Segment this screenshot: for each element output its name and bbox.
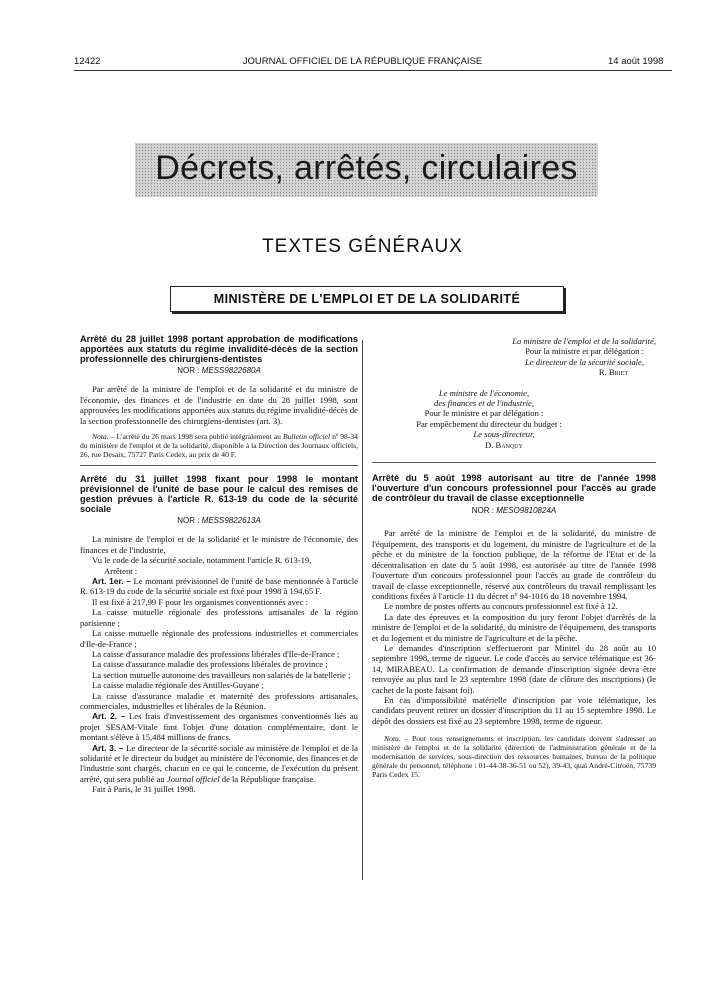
sig1-line3: Le directeur de la sécurité sociale, bbox=[524, 356, 644, 367]
list-item: La section mutuelle autonome des travailleurs non salariés de la batellerie ; bbox=[92, 669, 351, 680]
ministry-title: MINISTÈRE DE L'EMPLOI ET DE LA SOLIDARITÉ bbox=[213, 292, 521, 306]
header-rule bbox=[74, 70, 672, 71]
art3 bbox=[80, 743, 358, 785]
nor-label: NOR : bbox=[177, 366, 200, 375]
right-column bbox=[372, 336, 656, 779]
fixed-line: Il est fixé à 217,99 F pour les organismes conventionnés avec : bbox=[92, 596, 309, 607]
article3-p4: Le demandes d'inscription s'effectueront par Minitel du 28 août au 10 septembre 1998, terme de rigueur. Le code d'accès au service télématique est 36-14, MIRABEAU. La confirmation de demande d'inscription signée devra être renvoyée au plus tard le 23 septembre 1998 (date de clôture des inscriptions) (le cachet de la poste faisant foi). bbox=[372, 642, 656, 695]
nor-code: MESS9822613A bbox=[201, 516, 261, 526]
list-item: La caisse maladie régionale des Antilles-Guyane ; bbox=[92, 680, 264, 691]
list-item: La caisse d'assurance maladie et maternité des professions artisanales, commerciales, industrielles et libérales de la Réunion. bbox=[80, 690, 358, 711]
note-pre: L'arrêté du 26 mars 1998 sera publié intégralement au bbox=[116, 432, 281, 442]
ministry-box bbox=[170, 286, 564, 312]
note-label: Nota. – bbox=[384, 734, 409, 744]
article3-p5: En cas d'impossibilité matérielle d'inscription par voie télématique, les candidats peuvent retirer un dossier d'inscription du 11 au 15 septembre 1998. Le dépôt des dossiers est fixé au 23 septembre 1998, terme de rigueur. bbox=[372, 694, 656, 726]
sig2-line1: Le ministre de l'économie, bbox=[438, 387, 530, 398]
art2-label: Art. 2. – bbox=[92, 711, 126, 722]
article-separator bbox=[80, 465, 358, 466]
art1 bbox=[80, 576, 358, 597]
article3-note bbox=[372, 734, 656, 779]
sig2-line5: Le sous-directeur, bbox=[473, 429, 535, 440]
article3-nor bbox=[372, 506, 656, 516]
article2-title: Arrêté du 31 juillet 1998 fixant pour 1998 le montant prévisionnel de l'unité de base pour le calcul des remises de gestion prévues à l'article R. 613-19 du code de la sécurité sociale bbox=[80, 474, 358, 515]
note-bulletin: Bulletin officiel bbox=[282, 432, 331, 442]
art2 bbox=[80, 711, 358, 742]
article-separator bbox=[372, 462, 656, 463]
list-item: La caisse mutuelle régionale des professions artisanales de la région parisienne ; bbox=[80, 607, 358, 628]
sig2-line3: Pour le ministre et par délégation : bbox=[424, 408, 544, 419]
article1-title: Arrêté du 28 juillet 1998 portant approbation de modifications apportées aux statuts du régime invalidité-décès de la section professionnelle des chirurgiens-dentistes bbox=[80, 334, 358, 364]
article2-nor bbox=[80, 516, 358, 526]
article1-nor bbox=[80, 366, 358, 376]
sig2-line2: des finances et de l'industrie, bbox=[434, 398, 534, 409]
art3-jo: Journal officiel bbox=[166, 773, 220, 784]
section-banner bbox=[135, 143, 598, 197]
art3-pre: Le directeur de la sécurité sociale au ministère de l'emploi et de la solidarité et le directeur du budget au ministère de l'économie, des finances et de l'industrie sont chargés, chacun en ce qui le concerne, de l'exécution du présent arrêté, qui sera publié au bbox=[80, 742, 358, 784]
art1-label: Art. 1er. – bbox=[92, 576, 131, 587]
list-item: La caisse d'assurance maladie des professions libérales de province ; bbox=[92, 659, 328, 670]
nor-code: MESS9822680A bbox=[201, 366, 261, 375]
sig1-line4: R. Briet bbox=[598, 367, 628, 378]
article3-p3: La date des épreuves et la composition du jury feront l'objet d'arrêtés de la ministre de l'emploi et de la solidarité, du ministre de l'équipement, des transports et du logement et du ministre de l'agriculture et de la pêche. bbox=[372, 611, 656, 643]
article3-p1: Par arrêté de la ministre de l'emploi et de la solidarité, du ministre de l'équipement, des transports et du logement, du ministre de l'agriculture et de la pêche et du ministre de la fonction publique, de la réforme de l'Etat et de la décentralisation en date du 5 août 1998, est autorisée au titre de l'année 1998 l'ouverture d'un concours professionnel pour l'accès au grade de contrôleur du travail de classe exceptionnelle, réservé aux contrôleurs du travail remplissant les conditions fixées à l'article 11 du décret nº 94-1016 du 18 novembre 1994. bbox=[372, 528, 656, 601]
article2-intro: La ministre de l'emploi et de la solidarité et le ministre de l'économie, des finances et de l'industrie, bbox=[80, 534, 358, 555]
issue-date: 14 août 1998 bbox=[608, 56, 664, 67]
art1-text: Le montant prévisionnel de l'unité de base mentionnée à l'article R. 613-19 du code de la sécurité sociale est fixé pour 1998 à 194,65 F. bbox=[80, 576, 358, 597]
sig2-line4: Par empêchement du directeur du budget : bbox=[416, 418, 562, 429]
banner-title: Décrets, arrêtés, circulaires bbox=[155, 149, 578, 187]
column-divider bbox=[362, 340, 363, 880]
article1-note bbox=[80, 432, 358, 459]
article3-p2: Le nombre de postes offerts au concours professionnel est fixé à 12. bbox=[384, 601, 618, 612]
nor-label: NOR : bbox=[177, 516, 200, 526]
article1-body: Par arrêté de la ministre de l'emploi et de la solidarité et du ministre de l'économie, des finances et de l'industrie en date du 28 juillet 1998, sont approuvées les modifications apportées aux statuts du régime invalidité-décès de la section professionnelle des chirurgiens-dentistes (art. 3). bbox=[80, 384, 358, 426]
left-column bbox=[80, 334, 358, 795]
sig1-line1: La ministre de l'emploi et de la solidarité, bbox=[512, 336, 656, 346]
note-label: Nota. – bbox=[92, 432, 115, 442]
section-title: TEXTES GÉNÉRAUX bbox=[262, 236, 463, 257]
art2-text: Les frais d'investissement des organismes conventionnés liés au projet SESAM-Vitale font l'objet d'une dotation complémentaire, dont le montant s'élève à 15,484 millions de francs. bbox=[80, 711, 358, 743]
arretent: Arrêtent : bbox=[104, 565, 138, 576]
list-item: La caisse mutuelle régionale des professions industrielles et commerciales d'Ile-de-France ; bbox=[80, 628, 358, 649]
art3-label: Art. 3. – bbox=[92, 742, 124, 753]
article3-title: Arrêté du 5 août 1998 autorisant au titre de l'année 1998 l'ouverture d'un concours professionnel pour l'accès au grade de contrôleur du travail de classe exceptionnelle bbox=[372, 473, 656, 504]
journal-title: JOURNAL OFFICIEL DE LA RÉPUBLIQUE FRANÇAISE bbox=[242, 56, 483, 67]
note-post: nº 98-34 du ministère de l'emploi et de la solidarité, disponible à la Direction des Journaux officiels, 26, rue Desaix, 75727 Paris Cedex, au prix de 40 F. bbox=[80, 432, 358, 460]
sig1-line2: Pour la ministre et par délégation : bbox=[525, 346, 644, 357]
page-number: 12422 bbox=[74, 56, 101, 67]
nor-code: MESO9810824A bbox=[496, 506, 557, 516]
note-text: Pour tous renseignements et inscription, les candidats doivent s'adresser au ministère de l'emploi et de la solidarité (direction de l'administration générale et de la modernisation de services, sous-direction des ressources humaines, bureau de la politique générale du personnel, téléphone : 01-44-38-36-51 ou 52), 39-43, quai André-Citroën, 75739 Paris Cedex 15. bbox=[372, 734, 656, 780]
art3-post: de la République française. bbox=[221, 773, 316, 784]
nor-label: NOR : bbox=[471, 506, 494, 516]
done-line: Fait à Paris, le 31 juillet 1998. bbox=[92, 784, 196, 795]
sig2-line6: D. Banquy bbox=[485, 439, 523, 450]
list-item: La caisse d'assurance maladie des professions libérales d'Ile-de-France ; bbox=[92, 648, 340, 659]
article2-vu: Vu le code de la sécurité sociale, notamment l'article R. 613-19, bbox=[92, 555, 312, 566]
